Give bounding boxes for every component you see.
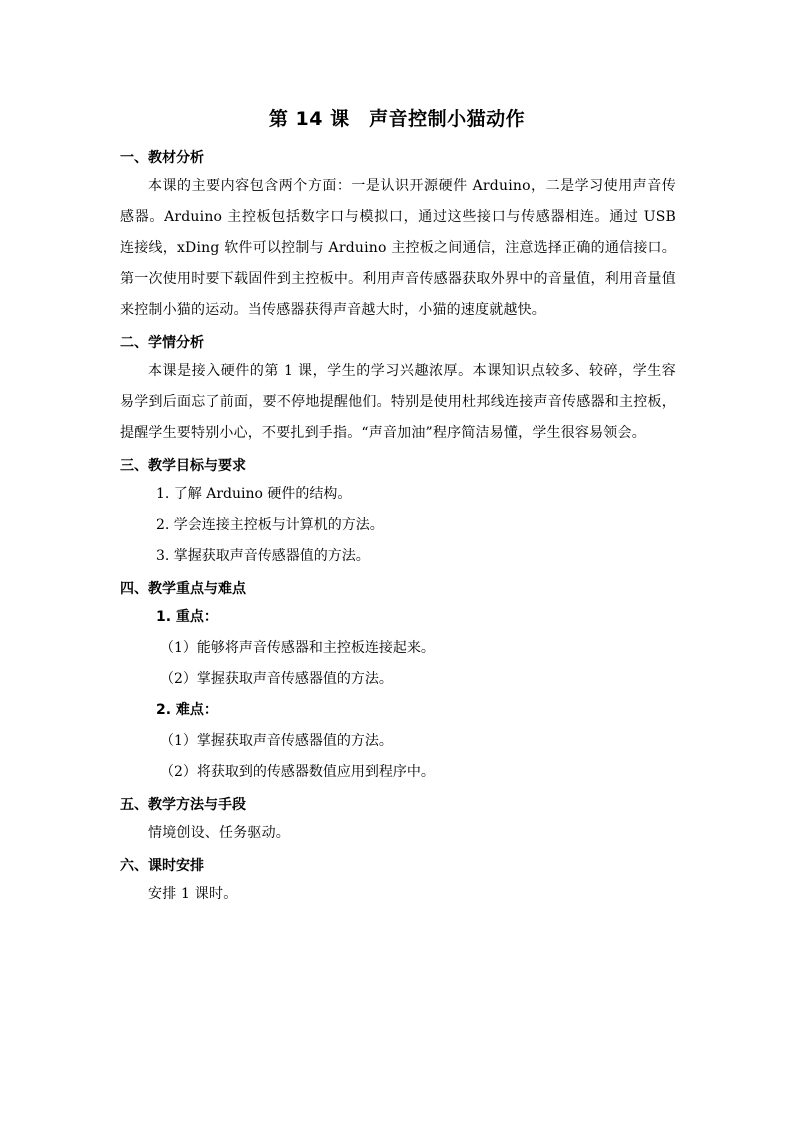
section-paragraph: 安排 1 课时。 [148,886,238,902]
section-paragraph: 本课是接入硬件的第 1 课，学生的学习兴趣浓厚。本课知识点较多、较碎，学生容易学到后面忘了前面，要不停地提醒他们。特别是使用杜邦线连接声音传感器和主控板，提醒学生要特别小心，不要扎到手指。“声音加油”程序简洁易懂，学生很容易领会。 [120,363,676,441]
lesson-title: 第 14 课 声音控制小猫动作 [268,108,526,130]
list-item: 2. 学会连接主控板与计算机的方法。 [156,517,384,533]
section-heading: 三、教学目标与要求 [120,458,246,474]
list-item: 1. 了解 Arduino 硬件的结构。 [156,486,352,502]
section-heading: 二、学情分析 [120,335,204,351]
list-item: （2）将获取到的传感器数值应用到程序中。 [160,764,435,780]
list-item: 3. 掌握获取声音传感器值的方法。 [156,548,370,564]
key-points-label: 1. 重点： [156,609,218,625]
document-body [120,141,676,910]
list-item: （1）能够将声音传感器和主控板连接起来。 [160,640,435,656]
section-heading: 六、课时安排 [120,858,204,874]
section-student-analysis [120,330,676,449]
section-schedule [120,853,676,910]
section-heading: 五、教学方法与手段 [120,797,246,813]
section-teaching-goals [120,453,676,572]
difficulty-label: 2. 难点： [156,702,218,718]
section-paragraph: 情境创设、任务驱动。 [148,825,290,841]
list-item: （1）掌握获取声音传感器值的方法。 [160,733,393,749]
section-material-analysis [120,145,676,326]
section-paragraph: 本课的主要内容包含两个方面：一是认识开源硬件 Arduino，二是学习使用声音传感器。Arduino 主控板包括数字口与模拟口，通过这些接口与传感器相连。通过 USB 连接线，xDing 软件可以控制与 Arduino 主控板之间通信，注意选择正确的通信接口。第一次使用时要下载固件到主控板中。利用声音传感器获取外界中的音量值，利用音量值来控制小猫的运动。当传感器获得声音越大时，小猫的速度就越快。 [120,178,676,318]
list-item: （2）掌握获取声音传感器值的方法。 [160,671,393,687]
section-teaching-methods [120,792,676,849]
section-heading: 四、教学重点与难点 [120,581,246,597]
section-heading: 一、教材分析 [120,150,204,166]
section-key-points [120,576,676,788]
